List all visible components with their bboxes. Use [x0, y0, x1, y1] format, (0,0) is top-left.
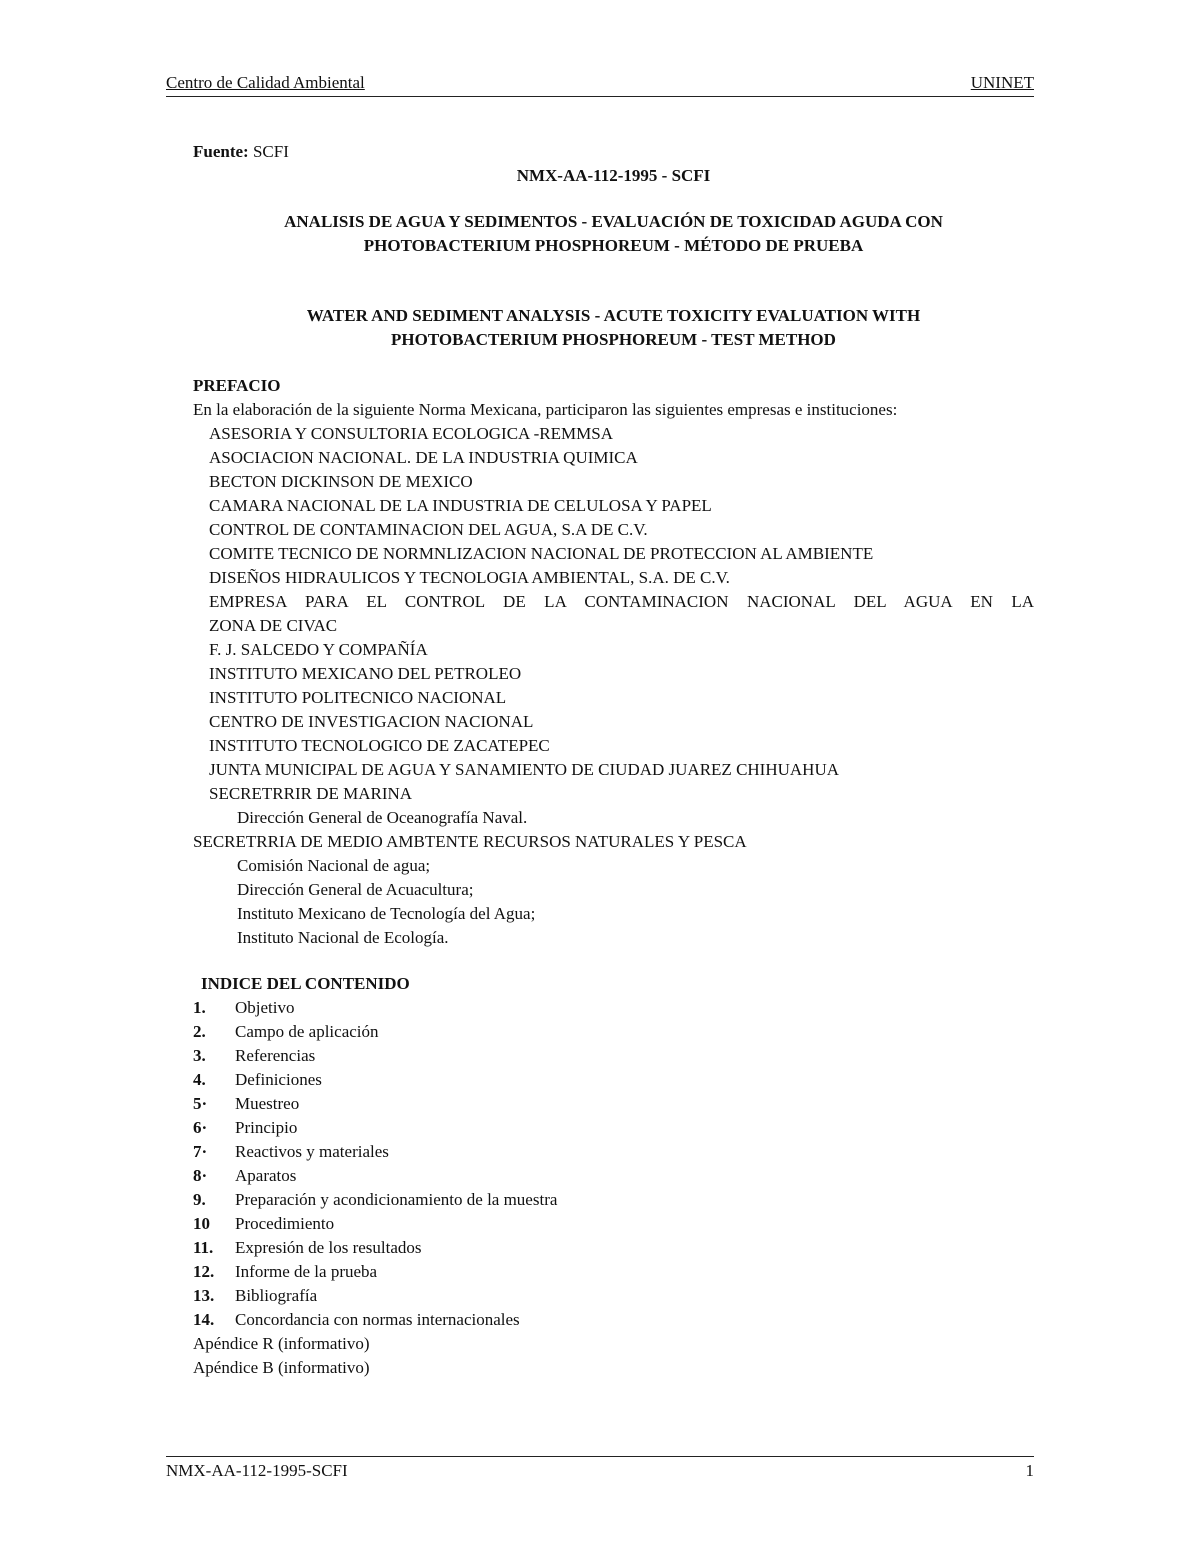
table-of-contents [193, 996, 1034, 1380]
footer-document-code: NMX-AA-112-1995-SCFI [166, 1461, 348, 1480]
title-spanish-line: ANALISIS DE AGUA Y SEDIMENTOS - EVALUACIÓN DE TOXICIDAD AGUDA CON [284, 212, 943, 231]
participant-item: COMITE TECNICO DE NORMNLIZACION NACIONAL DE PROTECCION AL AMBIENTE [209, 544, 874, 563]
participant-item: JUNTA MUNICIPAL DE AGUA Y SANAMIENTO DE CIUDAD JUAREZ CHIHUAHUA [209, 760, 840, 779]
toc-appendix: Apéndice B (informativo) [193, 1358, 370, 1377]
page-number: 1 [1025, 1461, 1034, 1480]
toc-item [193, 1044, 1034, 1068]
toc-item [193, 1188, 1034, 1212]
participant-item: DISEÑOS HIDRAULICOS Y TECNOLOGIA AMBIENTAL, S.A. DE C.V. [209, 568, 730, 587]
toc-number: 10 [193, 1214, 210, 1233]
participant-subitem: Comisión Nacional de agua; [237, 856, 431, 875]
title-english [193, 304, 1034, 352]
preface-heading: PREFACIO [193, 376, 281, 395]
header-network: UNINET [970, 73, 1034, 92]
toc-number: 3. [193, 1046, 206, 1065]
running-header [166, 70, 1034, 97]
toc-item [193, 1308, 1034, 1332]
toc-label: Aparatos [235, 1166, 297, 1185]
toc-label: Concordancia con normas internacionales [235, 1310, 520, 1329]
participant-item: CONTROL DE CONTAMINACION DEL AGUA, S.A DE C.V. [209, 520, 648, 539]
toc-label: Principio [235, 1118, 298, 1137]
title-spanish-line: PHOTOBACTERIUM PHOSPHOREUM - MÉTODO DE PRUEBA [363, 236, 864, 255]
participant-item: F. J. SALCEDO Y COMPAÑÍA [209, 640, 428, 659]
title-english-line: WATER AND SEDIMENT ANALYSIS - ACUTE TOXICITY EVALUATION WITH [306, 306, 921, 325]
toc-label: Campo de aplicación [235, 1022, 379, 1041]
source-value: SCFI [252, 142, 289, 161]
participant-item: SECRETRRIA DE MEDIO AMBTENTE RECURSOS NATURALES Y PESCA [193, 832, 747, 851]
participant-item: CAMARA NACIONAL DE LA INDUSTRIA DE CELULOSA Y PAPEL [209, 496, 712, 515]
running-footer [166, 1456, 1034, 1487]
toc-label: Reactivos y materiales [235, 1142, 389, 1161]
toc-number: 13. [193, 1286, 215, 1305]
toc-item [193, 1020, 1034, 1044]
toc-item [193, 1068, 1034, 1092]
participant-item: BECTON DICKINSON DE MEXICO [209, 472, 473, 491]
participant-subitem: Dirección General de Acuacultura; [237, 880, 474, 899]
toc-item [193, 1260, 1034, 1284]
toc-appendix: Apéndice R (informativo) [193, 1334, 370, 1353]
toc-item [193, 1116, 1034, 1140]
participants-list [193, 422, 1034, 950]
participant-item: ASESORIA Y CONSULTORIA ECOLOGICA -REMMSA [209, 424, 613, 443]
document-body [193, 140, 1034, 1380]
participant-item: SECRETRRIR DE MARINA [209, 784, 413, 803]
participant-subitem: Instituto Mexicano de Tecnología del Agua; [237, 904, 536, 923]
participant-subitem: Instituto Nacional de Ecología. [237, 928, 449, 947]
participant-item-continuation: ZONA DE CIVAC [209, 616, 338, 635]
toc-label: Referencias [235, 1046, 316, 1065]
toc-label: Definiciones [235, 1070, 322, 1089]
toc-heading: INDICE DEL CONTENIDO [201, 974, 410, 993]
participant-item: INSTITUTO MEXICANO DEL PETROLEO [209, 664, 522, 683]
participant-item: INSTITUTO POLITECNICO NACIONAL [209, 688, 507, 707]
toc-label: Expresión de los resultados [235, 1238, 422, 1257]
title-spanish [193, 210, 1034, 258]
toc-item [193, 996, 1034, 1020]
participant-subitem: Dirección General de Oceanografía Naval. [237, 808, 528, 827]
preface-intro: En la elaboración de la siguiente Norma Mexicana, participaron las siguientes empresas e instituciones: [193, 400, 898, 419]
toc-label: Muestreo [235, 1094, 300, 1113]
toc-number: 8· [193, 1166, 208, 1185]
toc-number: 14. [193, 1310, 215, 1329]
participant-item: CENTRO DE INVESTIGACION NACIONAL [209, 712, 534, 731]
toc-item [193, 1164, 1034, 1188]
toc-item [193, 1092, 1034, 1116]
toc-label: Informe de la prueba [235, 1262, 378, 1281]
toc-number: 11. [193, 1238, 214, 1257]
toc-label: Bibliografía [235, 1286, 318, 1305]
toc-number: 5· [193, 1094, 208, 1113]
toc-label: Procedimiento [235, 1214, 335, 1233]
toc-label: Objetivo [235, 998, 295, 1017]
source-line [193, 140, 1034, 164]
toc-number: 6· [193, 1118, 208, 1137]
header-organization: Centro de Calidad Ambiental [166, 73, 365, 92]
toc-item [193, 1212, 1034, 1236]
toc-number: 4. [193, 1070, 206, 1089]
participant-item: EMPRESA PARA EL CONTROL DE LA CONTAMINACION NACIONAL DEL AGUA EN LA [209, 592, 1034, 611]
toc-number: 1. [193, 998, 206, 1017]
toc-number: 7· [193, 1142, 208, 1161]
toc-number: 2. [193, 1022, 206, 1041]
toc-item [193, 1236, 1034, 1260]
source-label: Fuente: [193, 142, 249, 161]
title-english-line: PHOTOBACTERIUM PHOSPHOREUM - TEST METHOD [391, 330, 836, 349]
toc-number: 12. [193, 1262, 215, 1281]
toc-item [193, 1140, 1034, 1164]
toc-label: Preparación y acondicionamiento de la muestra [235, 1190, 558, 1209]
toc-item [193, 1284, 1034, 1308]
norm-code: NMX-AA-112-1995 - SCFI [516, 166, 711, 185]
participant-item: ASOCIACION NACIONAL. DE LA INDUSTRIA QUIMICA [209, 448, 638, 467]
participant-item: INSTITUTO TECNOLOGICO DE ZACATEPEC [209, 736, 550, 755]
toc-number: 9. [193, 1190, 206, 1209]
